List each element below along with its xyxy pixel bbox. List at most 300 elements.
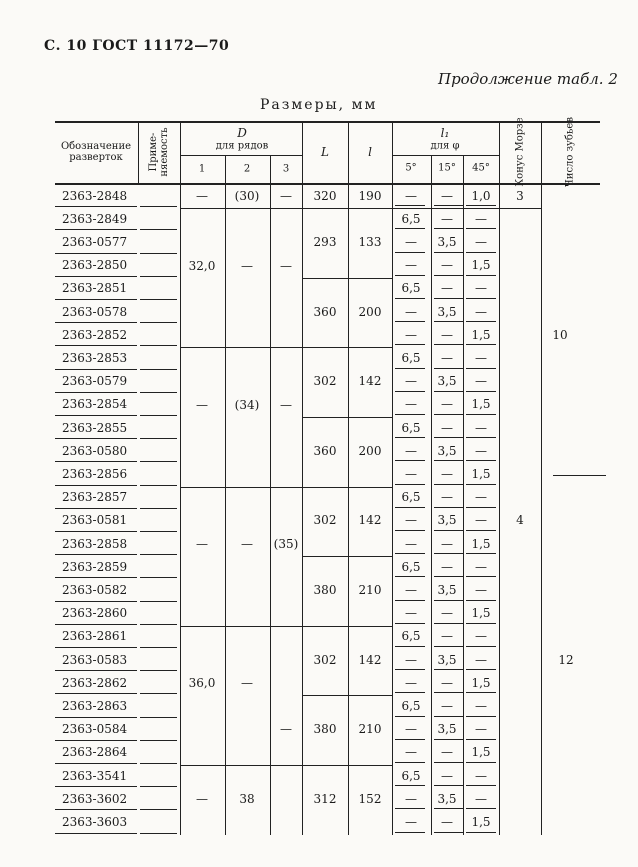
row-0-d3: — xyxy=(280,188,292,203)
angle-a45-value: 1,5 xyxy=(471,327,491,342)
angle-cell-underline xyxy=(395,669,425,670)
designation-code: 2363-0579 xyxy=(62,374,128,389)
L-value: 380 xyxy=(313,583,337,597)
angle-a15-value: — xyxy=(441,536,453,551)
designation-code: 2363-2860 xyxy=(62,606,128,621)
angle-cell-underline xyxy=(466,344,496,345)
angle-a15-value: — xyxy=(441,768,453,783)
angle-a15-value: 3,5 xyxy=(437,791,457,806)
designation-underline xyxy=(55,345,137,346)
angle-cell-underline xyxy=(395,437,425,438)
angle-a15-value: — xyxy=(441,258,453,273)
designation-code: 2363-2849 xyxy=(62,211,128,226)
D-subheader-rule xyxy=(180,155,302,156)
d2-value: — xyxy=(241,676,253,691)
designation-code: 2363-0578 xyxy=(62,304,128,319)
angle-cell-underline xyxy=(466,530,496,531)
table-caption: Размеры, мм xyxy=(260,97,378,113)
L-value: 302 xyxy=(313,374,337,389)
angle-a45-value: 1,0 xyxy=(471,188,491,203)
angle-cell-underline xyxy=(434,205,464,206)
angle-cell-underline xyxy=(466,646,496,647)
angle-cell-underline xyxy=(434,507,464,508)
angle-a5-value: — xyxy=(405,536,417,551)
applicability-cell-rule xyxy=(140,253,177,254)
angle-a15-value: 3,5 xyxy=(437,443,457,458)
d1-value: — xyxy=(196,398,208,412)
body-column-rule xyxy=(348,185,349,835)
designation-code: 2363-2854 xyxy=(62,397,128,412)
angle-cell-underline xyxy=(434,460,464,461)
applicability-cell-rule xyxy=(140,740,177,741)
designation-underline xyxy=(55,647,137,648)
angle-cell-underline xyxy=(395,298,425,299)
L-value: 360 xyxy=(313,304,337,319)
angle-a45-value: — xyxy=(475,513,487,528)
morse-value: 4 xyxy=(516,513,524,528)
designation-underline xyxy=(55,577,137,578)
header-column-rule xyxy=(541,121,542,183)
designation-underline xyxy=(55,276,137,277)
designation-code: 2363-0584 xyxy=(62,722,128,737)
angle-cell-underline xyxy=(466,692,496,693)
L-block-rule xyxy=(302,556,392,557)
angle-cell-underline xyxy=(434,344,464,345)
angle-a5-value: — xyxy=(405,652,417,667)
L-value: 293 xyxy=(313,235,337,249)
l1-header: l₁ xyxy=(440,126,450,140)
designation-underline xyxy=(55,531,137,532)
designation-underline xyxy=(55,809,137,810)
angle-a45-value: — xyxy=(475,722,487,737)
designation-code: 2363-2862 xyxy=(62,675,128,690)
header-column-rule xyxy=(302,121,303,183)
applicability-cell-rule xyxy=(140,786,177,787)
applicability-cell-rule xyxy=(140,322,177,323)
angle-cell-underline xyxy=(434,298,464,299)
designation-underline xyxy=(55,693,137,694)
angle-a15-value: 3,5 xyxy=(437,652,457,667)
header-column-rule xyxy=(392,121,393,183)
l-value: 133 xyxy=(358,235,382,249)
header-column-rule xyxy=(348,121,349,183)
L-block-rule xyxy=(302,278,392,279)
designation-code: 2363-2861 xyxy=(62,629,128,644)
angle-a15-value: 3,5 xyxy=(437,304,457,319)
angle-a15-value: — xyxy=(441,467,453,481)
L-block-rule xyxy=(302,765,392,766)
angle-cell-underline xyxy=(434,623,464,624)
angle-cell-underline xyxy=(395,576,425,577)
angle-a5-value: — xyxy=(405,188,417,203)
angle-a15-value: 3,5 xyxy=(437,235,457,249)
angle-5-header: 5° xyxy=(405,162,417,174)
d2-value: — xyxy=(241,258,253,273)
applicability-cell-rule xyxy=(140,299,177,300)
row-group-rule xyxy=(180,208,499,209)
d2-value: 38 xyxy=(239,791,255,806)
angle-a5-value: — xyxy=(405,745,417,760)
row-0-d1: — xyxy=(196,188,208,203)
angle-cell-underline xyxy=(395,646,425,647)
l1-angle-subheader: для φ xyxy=(430,140,460,152)
applicability-cell-rule xyxy=(140,345,177,346)
angle-a15-value: — xyxy=(441,745,453,760)
angle-cell-underline xyxy=(466,739,496,740)
angle-cell-underline xyxy=(466,600,496,601)
designation-code: 2363-0580 xyxy=(62,443,128,458)
l-value: 200 xyxy=(358,304,382,319)
body-column-rule xyxy=(541,185,542,835)
L-value: 360 xyxy=(313,443,337,458)
designation-underline xyxy=(55,670,137,671)
angle-cell-underline xyxy=(395,205,425,206)
angle-a45-value: — xyxy=(475,304,487,319)
angle-cell-underline xyxy=(466,252,496,253)
designation-underline xyxy=(55,717,137,718)
designation-code: 2363-0583 xyxy=(62,652,128,667)
angle-cell-underline xyxy=(466,762,496,763)
angle-cell-underline xyxy=(395,460,425,461)
designation-code: 2363-2856 xyxy=(62,467,128,481)
angle-a45-value: — xyxy=(475,652,487,667)
angle-a45-value: — xyxy=(475,235,487,249)
angle-a15-value: — xyxy=(441,397,453,412)
angle-a45-value: 1,5 xyxy=(471,675,491,690)
angle-a5-value: 6,5 xyxy=(401,699,421,713)
angle-cell-underline xyxy=(434,646,464,647)
teeth-value: 12 xyxy=(558,652,574,667)
angle-a5-value: 6,5 xyxy=(401,629,421,644)
designation-code: 2363-2853 xyxy=(62,351,128,365)
angle-a15-value: — xyxy=(441,675,453,690)
table-continuation-label: Продолжение табл. 2 xyxy=(438,70,618,88)
angle-cell-underline xyxy=(434,716,464,717)
morse-group-rule xyxy=(499,208,541,209)
header-column-rule xyxy=(270,155,271,183)
body-column-rule xyxy=(431,185,432,835)
header-column-rule xyxy=(463,155,464,183)
angle-a45-value: — xyxy=(475,490,487,505)
angle-a15-value: — xyxy=(441,815,453,829)
angle-cell-underline xyxy=(434,321,464,322)
applicability-cell-rule xyxy=(140,369,177,370)
designation-underline xyxy=(55,786,137,787)
angle-cell-underline xyxy=(466,414,496,415)
designation-underline xyxy=(55,299,137,300)
angle-a15-value: — xyxy=(441,188,453,203)
angle-a15-value: — xyxy=(441,281,453,296)
teeth-header: Число зубьев xyxy=(564,117,576,187)
d1-value: — xyxy=(196,537,208,552)
applicability-cell-rule xyxy=(140,531,177,532)
header-column-rule xyxy=(180,121,181,183)
angle-a15-value: 3,5 xyxy=(437,513,457,528)
angle-a5-value: 6,5 xyxy=(401,420,421,435)
row-0-morse: 3 xyxy=(516,188,524,203)
angle-cell-underline xyxy=(395,368,425,369)
angle-cell-underline xyxy=(466,576,496,577)
angle-cell-underline xyxy=(395,344,425,345)
applicability-cell-rule xyxy=(140,809,177,810)
angle-a45-value: — xyxy=(475,699,487,713)
designation-underline xyxy=(55,763,137,764)
angle-a45-value: — xyxy=(475,211,487,226)
body-column-rule xyxy=(270,185,271,835)
L-value: 302 xyxy=(313,513,337,528)
d3-value: — xyxy=(280,258,292,273)
L-block-rule xyxy=(302,695,392,696)
angle-a45-value: 1,5 xyxy=(471,258,491,273)
L-block-rule xyxy=(302,626,392,627)
designation-code: 2363-2850 xyxy=(62,258,128,273)
designation-underline xyxy=(55,322,137,323)
angle-cell-underline xyxy=(395,252,425,253)
body-column-rule xyxy=(463,185,464,835)
angle-a5-value: — xyxy=(405,258,417,273)
angle-cell-underline xyxy=(434,832,464,833)
designation-underline xyxy=(55,601,137,602)
angle-a15-value: 3,5 xyxy=(437,722,457,737)
angle-cell-underline xyxy=(395,600,425,601)
designation-code: 2363-0582 xyxy=(62,583,128,597)
designation-underline xyxy=(55,206,137,207)
angle-a15-value: 3,5 xyxy=(437,583,457,597)
applicability-cell-rule xyxy=(140,577,177,578)
D-block-rule xyxy=(180,347,302,348)
angle-cell-underline xyxy=(434,553,464,554)
angle-a5-value: 6,5 xyxy=(401,351,421,365)
designation-underline xyxy=(55,554,137,555)
applicability-cell-rule xyxy=(140,229,177,230)
angle-a45-value: — xyxy=(475,281,487,296)
header-column-rule xyxy=(431,155,432,183)
angle-cell-underline xyxy=(466,785,496,786)
angle-cell-underline xyxy=(466,669,496,670)
applicability-cell-rule xyxy=(140,693,177,694)
designation-underline xyxy=(55,508,137,509)
angle-45-header: 45° xyxy=(472,162,490,174)
angle-cell-underline xyxy=(434,368,464,369)
page-reference: С. 10 ГОСТ 11172—70 xyxy=(44,38,230,54)
applicability-cell-rule xyxy=(140,670,177,671)
d3-value: (35) xyxy=(273,537,299,552)
designation-code: 2363-2863 xyxy=(62,699,128,713)
l-value: 152 xyxy=(358,791,382,806)
angle-a45-value: — xyxy=(475,351,487,365)
l1-subheader-rule xyxy=(392,155,499,156)
angle-a5-value: — xyxy=(405,235,417,249)
applicability-cell-rule xyxy=(140,508,177,509)
d1-value: 36,0 xyxy=(188,676,216,691)
angle-cell-underline xyxy=(395,484,425,485)
angle-cell-underline xyxy=(395,228,425,229)
body-column-rule xyxy=(392,185,393,835)
designation-code: 2363-2858 xyxy=(62,536,128,551)
angle-a15-value: 3,5 xyxy=(437,374,457,389)
L-value: 380 xyxy=(313,722,337,737)
angle-cell-underline xyxy=(434,576,464,577)
angle-a5-value: — xyxy=(405,722,417,737)
designation-code: 2363-2857 xyxy=(62,490,128,505)
designation-underline xyxy=(55,833,137,834)
applicability-cell-rule xyxy=(140,485,177,486)
angle-a5-value: — xyxy=(405,513,417,528)
designation-underline xyxy=(55,485,137,486)
applicability-cell-rule xyxy=(140,438,177,439)
angle-a15-value: — xyxy=(441,420,453,435)
designation-underline xyxy=(55,369,137,370)
angle-cell-underline xyxy=(466,275,496,276)
header-column-rule xyxy=(225,155,226,183)
l-header: l xyxy=(368,145,372,159)
L-block-rule xyxy=(302,487,392,488)
D-header: D xyxy=(237,126,247,140)
header-column-rule xyxy=(499,121,500,183)
angle-a15-value: — xyxy=(441,351,453,365)
angle-cell-underline xyxy=(434,739,464,740)
designation-underline xyxy=(55,253,137,254)
angle-cell-underline xyxy=(434,808,464,809)
angle-a45-value: — xyxy=(475,420,487,435)
designation-code: 2363-0581 xyxy=(62,513,128,528)
row-0-l: 190 xyxy=(358,188,382,203)
angle-cell-underline xyxy=(395,716,425,717)
angle-cell-underline xyxy=(466,460,496,461)
angle-a5-value: 6,5 xyxy=(401,768,421,783)
angle-a45-value: 1,5 xyxy=(471,745,491,760)
designation-header: Обозначение разверток xyxy=(60,141,132,163)
applicability-cell-rule xyxy=(140,206,177,207)
angle-a5-value: — xyxy=(405,397,417,412)
angle-a5-value: 6,5 xyxy=(401,490,421,505)
d1-value: 32,0 xyxy=(188,258,216,273)
angle-cell-underline xyxy=(395,530,425,531)
designation-underline xyxy=(55,229,137,230)
angle-cell-underline xyxy=(466,298,496,299)
applicability-cell-rule xyxy=(140,392,177,393)
designation-underline xyxy=(55,461,137,462)
angle-a15-value: — xyxy=(441,490,453,505)
angle-a15-value: — xyxy=(441,629,453,644)
body-column-rule xyxy=(499,185,500,835)
angle-cell-underline xyxy=(466,321,496,322)
angle-a45-value: 1,5 xyxy=(471,536,491,551)
angle-cell-underline xyxy=(434,530,464,531)
angle-a5-value: — xyxy=(405,304,417,319)
angle-a45-value: — xyxy=(475,583,487,597)
applicability-cell-rule xyxy=(140,601,177,602)
l-value: 142 xyxy=(358,652,382,667)
L-block-rule xyxy=(302,417,392,418)
designation-code: 2363-2864 xyxy=(62,745,128,760)
angle-a45-value: — xyxy=(475,374,487,389)
angle-cell-underline xyxy=(466,368,496,369)
angle-cell-underline xyxy=(466,484,496,485)
l-value: 142 xyxy=(358,374,382,389)
designation-code: 2363-2848 xyxy=(62,188,128,203)
row2-header: 2 xyxy=(243,163,251,175)
d3-value: — xyxy=(280,722,292,737)
designation-underline xyxy=(55,415,137,416)
applicability-cell-rule xyxy=(140,647,177,648)
row3-header: 3 xyxy=(282,163,290,175)
designation-code: 2363-2852 xyxy=(62,327,128,342)
morse-header: Конус Морзе xyxy=(514,117,526,187)
angle-a45-value: — xyxy=(475,791,487,806)
angle-a5-value: — xyxy=(405,443,417,458)
d1-value: — xyxy=(196,791,208,806)
angle-a15-value: — xyxy=(441,211,453,226)
applicability-cell-rule xyxy=(140,461,177,462)
l-value: 142 xyxy=(358,513,382,528)
applicability-header: Приме- няемость xyxy=(148,127,170,177)
d2-value: — xyxy=(241,537,253,552)
angle-cell-underline xyxy=(395,391,425,392)
angle-cell-underline xyxy=(395,692,425,693)
angle-cell-underline xyxy=(466,553,496,554)
angle-a5-value: 6,5 xyxy=(401,211,421,226)
angle-cell-underline xyxy=(434,437,464,438)
L-value: 312 xyxy=(313,791,337,806)
l-value: 200 xyxy=(358,443,382,458)
applicability-cell-rule xyxy=(140,763,177,764)
angle-cell-underline xyxy=(466,507,496,508)
angle-a5-value: — xyxy=(405,327,417,342)
angle-a45-value: — xyxy=(475,768,487,783)
designation-code: 2363-3603 xyxy=(62,815,128,829)
angle-a45-value: — xyxy=(475,559,487,574)
teeth-value: 10 xyxy=(552,327,568,342)
angle-cell-underline xyxy=(434,414,464,415)
angle-cell-underline xyxy=(434,484,464,485)
angle-a5-value: 6,5 xyxy=(401,281,421,296)
angle-cell-underline xyxy=(395,762,425,763)
angle-cell-underline xyxy=(395,785,425,786)
angle-cell-underline xyxy=(466,205,496,206)
designation-underline xyxy=(55,438,137,439)
designation-code: 2363-3602 xyxy=(62,791,128,806)
angle-cell-underline xyxy=(434,692,464,693)
angle-15-header: 15° xyxy=(438,162,456,174)
body-column-rule xyxy=(180,185,181,835)
angle-cell-underline xyxy=(395,321,425,322)
body-column-rule xyxy=(225,185,226,835)
angle-cell-underline xyxy=(466,391,496,392)
body-column-rule xyxy=(302,185,303,835)
angle-cell-underline xyxy=(395,553,425,554)
angle-a45-value: 1,5 xyxy=(471,606,491,621)
angle-a5-value: — xyxy=(405,606,417,621)
L-block-rule xyxy=(302,347,392,348)
angle-a45-value: — xyxy=(475,629,487,644)
angle-a5-value: 6,5 xyxy=(401,559,421,574)
d2-value: (34) xyxy=(234,398,260,412)
angle-cell-underline xyxy=(395,808,425,809)
row-0-d2: (30) xyxy=(234,188,260,203)
angle-cell-underline xyxy=(434,228,464,229)
angle-a15-value: — xyxy=(441,327,453,342)
angle-a5-value: — xyxy=(405,374,417,389)
angle-a5-value: — xyxy=(405,583,417,597)
applicability-cell-rule xyxy=(140,833,177,834)
designation-code: 2363-2855 xyxy=(62,420,128,435)
angle-cell-underline xyxy=(395,739,425,740)
angle-cell-underline xyxy=(395,832,425,833)
angle-cell-underline xyxy=(466,228,496,229)
angle-cell-underline xyxy=(434,600,464,601)
angle-cell-underline xyxy=(434,275,464,276)
